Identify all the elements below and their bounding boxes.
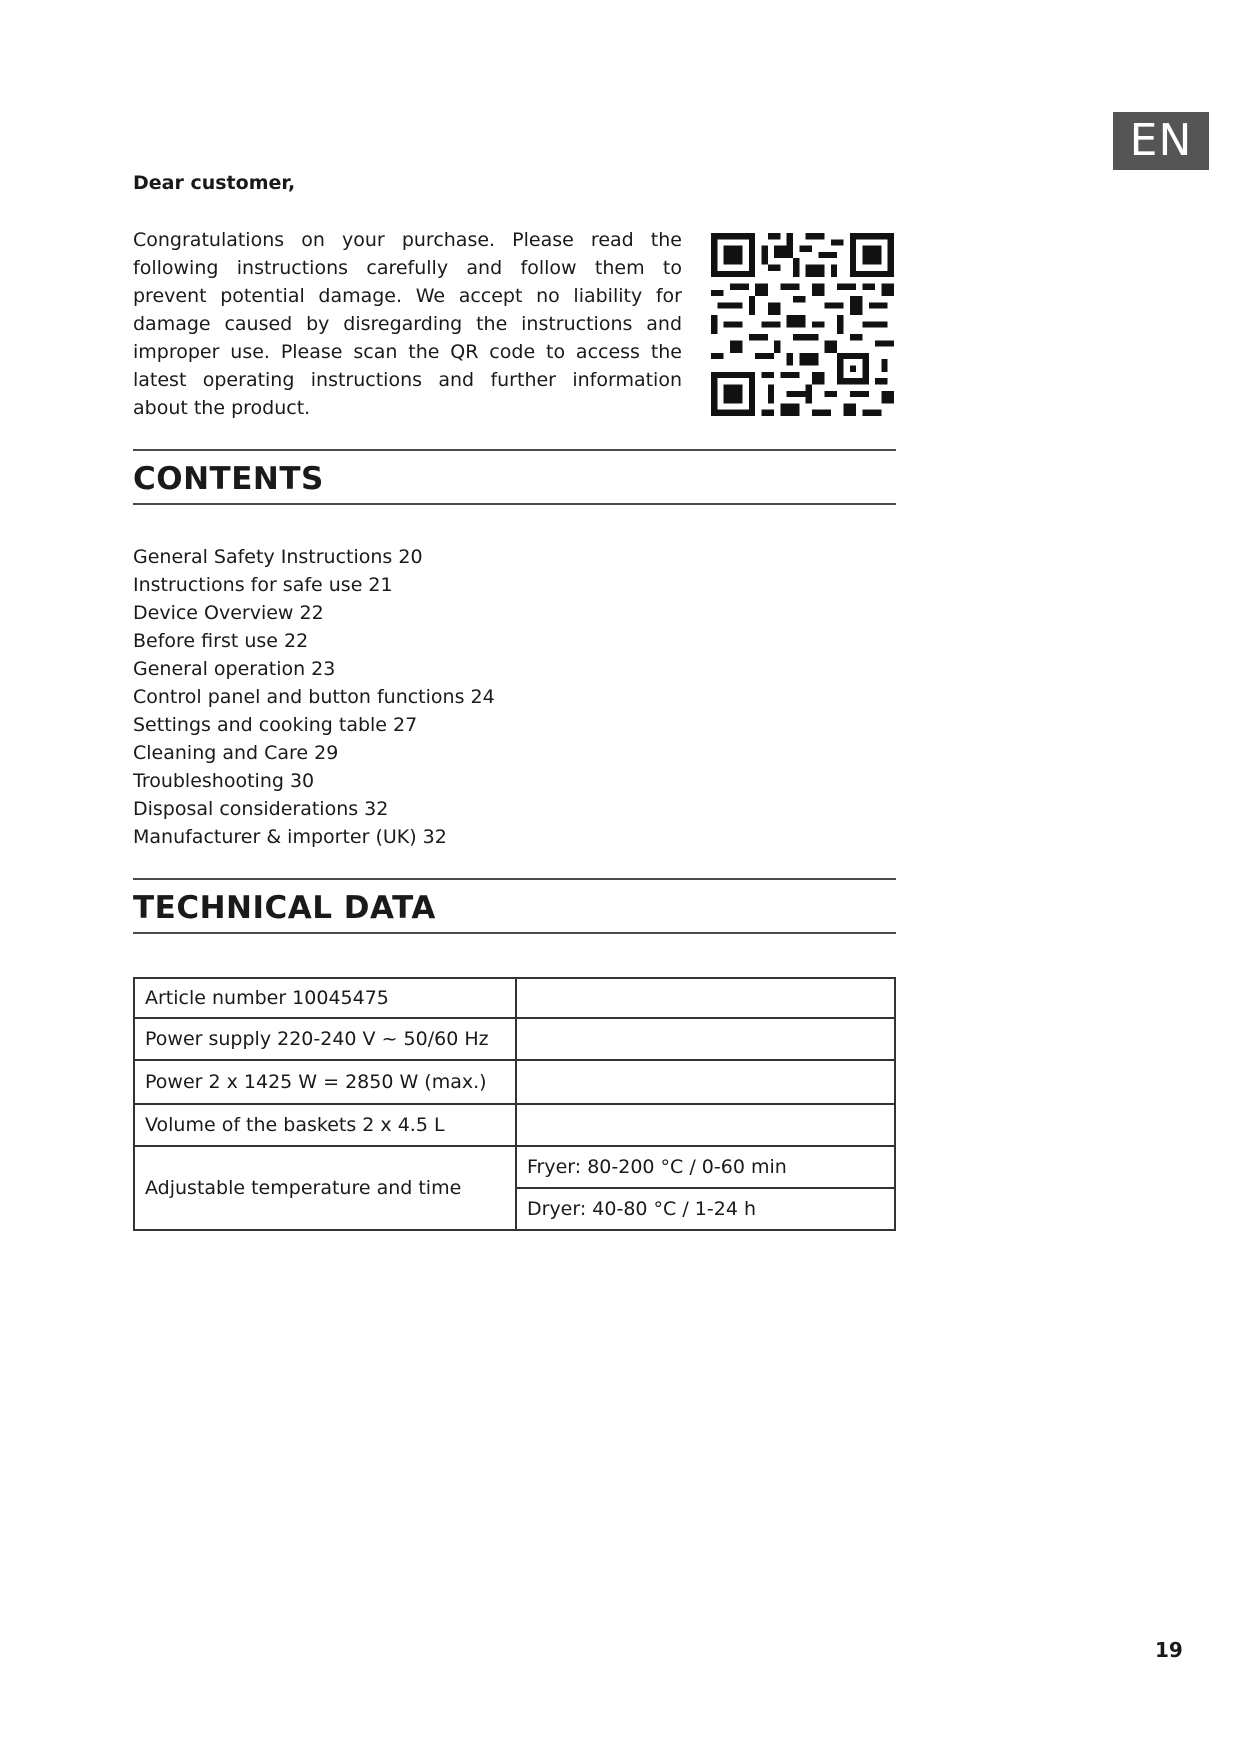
- contents-item[interactable]: General Safety Instructions 20: [133, 546, 423, 568]
- contents-item[interactable]: Instructions for safe use 21: [133, 574, 393, 596]
- contents-item[interactable]: Before first use 22: [133, 630, 309, 652]
- table-row: [134, 1104, 895, 1146]
- table-row: [134, 1018, 895, 1060]
- technical-data-table: [133, 977, 896, 1231]
- table-cell-label: Article number 10045475: [134, 978, 516, 1018]
- contents-section: [133, 449, 896, 505]
- contents-list: [133, 543, 495, 851]
- language-tab: EN: [1113, 112, 1209, 170]
- contents-item[interactable]: Cleaning and Care 29: [133, 742, 339, 764]
- intro-paragraph: Congratulations on your purchase. Please read the following instructions carefully and follow them to prevent potential damage. We accept no liability for damage caused by disregarding the instructions and improper use. Please scan the QR code to access the latest operating instructions and further information about the product.: [133, 229, 682, 419]
- contents-item[interactable]: Device Overview 22: [133, 602, 324, 624]
- table-cell-label: Volume of the baskets 2 x 4.5 L: [134, 1104, 516, 1146]
- divider: [133, 503, 896, 505]
- qr-code-icon[interactable]: [711, 233, 894, 416]
- contents-item[interactable]: Manufacturer & importer (UK) 32: [133, 826, 447, 848]
- table-cell-value: [516, 978, 895, 1018]
- page-number: 19: [1155, 1638, 1183, 1662]
- table-cell-label: Power supply 220-240 V ~ 50/60 Hz: [134, 1018, 516, 1060]
- contents-item[interactable]: Disposal considerations 32: [133, 798, 389, 820]
- technical-data-heading: TECHNICAL DATA: [133, 890, 436, 926]
- table-cell-label: Power 2 x 1425 W = 2850 W (max.): [134, 1060, 516, 1104]
- table-row: [134, 1146, 895, 1188]
- contents-heading: CONTENTS: [133, 461, 324, 497]
- divider: [133, 932, 896, 934]
- table-cell-value: Dryer: 40-80 °C / 1-24 h: [516, 1188, 895, 1230]
- table-row: [134, 1060, 895, 1104]
- technical-data-section: [133, 878, 896, 934]
- table-cell-value: [516, 1018, 895, 1060]
- contents-item[interactable]: Troubleshooting 30: [133, 770, 315, 792]
- greeting: Dear customer,: [133, 172, 296, 194]
- table-cell-value: [516, 1104, 895, 1146]
- table-row: [134, 978, 895, 1018]
- table-cell-value: Fryer: 80-200 °C / 0-60 min: [516, 1146, 895, 1188]
- contents-item[interactable]: Control panel and button functions 24: [133, 686, 495, 708]
- table-cell-value: [516, 1060, 895, 1104]
- contents-item[interactable]: Settings and cooking table 27: [133, 714, 418, 736]
- contents-item[interactable]: General operation 23: [133, 658, 336, 680]
- table-cell-label: Adjustable temperature and time: [134, 1146, 516, 1230]
